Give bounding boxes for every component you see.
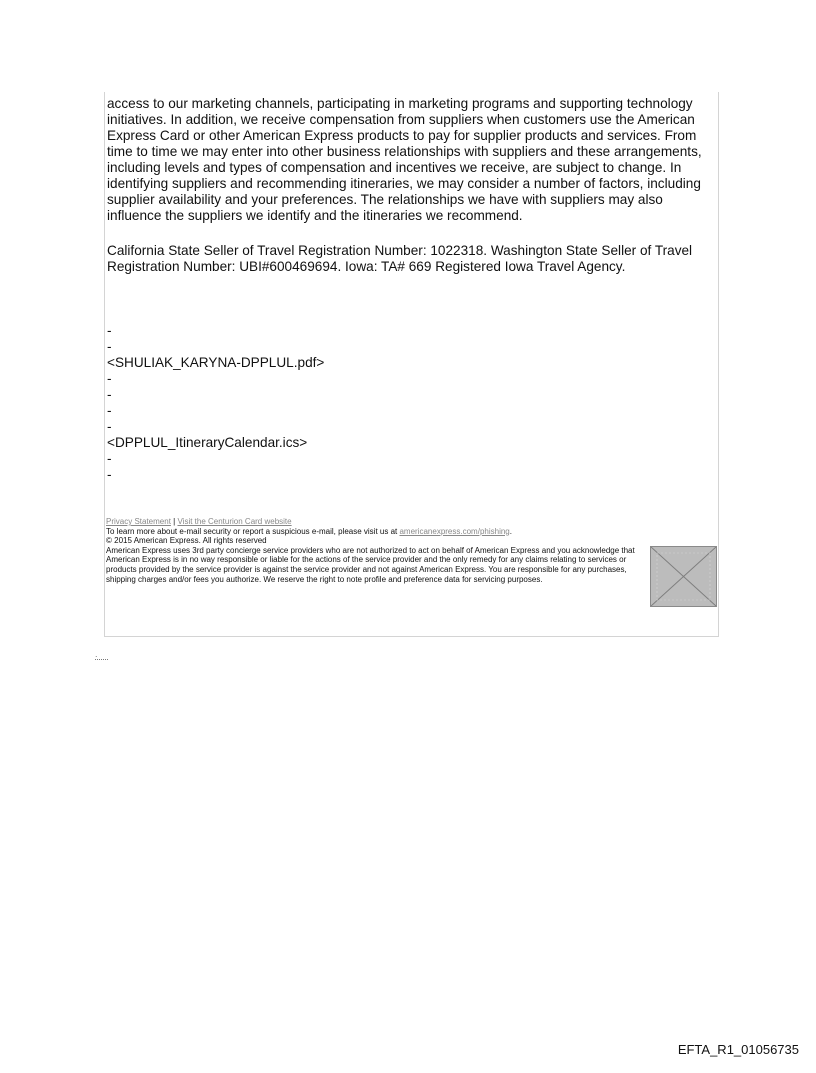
attachment-pdf-link[interactable]: <SHULIAK_KARYNA-DPPLUL.pdf>: [107, 355, 325, 370]
concierge-disclaimer: American Express uses 3rd party concierge service providers who are not authorized to act on behalf of American Express and you acknowledge that American Express is in no way responsible or liable for the actions of the service provider and the only remedy for any claims relating to services or products provided by the service provider is against the service provider and not against American Express. You are responsible for any purchases, shipping charges and/or fees you authorize. We reserve the right to note profile and preference data for servicing purposes.: [106, 545, 635, 584]
attachment-separator: -: [107, 467, 112, 482]
attachment-separator: -: [107, 451, 112, 466]
email-footer: [106, 517, 651, 584]
attachment-separator: -: [107, 323, 112, 338]
attachment-separator: -: [107, 403, 112, 418]
centurion-card-website-link[interactable]: Visit the Centurion Card website: [177, 517, 292, 526]
attachment-separator: -: [107, 339, 112, 354]
attachment-separator: -: [107, 419, 112, 434]
copyright-notice: © 2015 American Express. All rights reserved: [106, 536, 267, 546]
footer-links: [106, 517, 651, 527]
attachment-separator: -: [107, 387, 112, 402]
attachment-ics-link[interactable]: <DPPLUL_ItineraryCalendar.ics>: [107, 435, 308, 450]
attachment-separator: -: [107, 371, 112, 386]
bates-number: EFTA_R1_01056735: [677, 1042, 799, 1057]
security-notice-text: To learn more about e-mail security or report a suspicious e-mail, please visit us at: [106, 526, 398, 536]
supplier-relationship-paragraph: access to our marketing channels, participating in marketing programs and supporting technology initiatives. In addition, we receive compensation from suppliers when customers use the American Express Card or other American Express products to pay for supplier products and services. From time to time we may enter into other business relationships with suppliers and these arrangements, including levels and types of compensation and incentives we receive, are subject to change. In identifying suppliers and recommending itineraries, we may consider a number of factors, including supplier availability and your preferences. The relationships we have with suppliers may also influence the suppliers we identify and the itineraries we recommend.: [107, 96, 702, 223]
seller-of-travel-registration: California State Seller of Travel Registration Number: 1022318. Washington State Seller of Travel Registration Number: UBI#600469694. Iowa: TA# 669 Registered Iowa Travel Agency.: [107, 243, 693, 274]
broken-image-placeholder-icon: [650, 546, 717, 607]
security-notice-period: .: [509, 526, 512, 536]
stray-mark: .: [95, 649, 98, 659]
security-notice: [106, 527, 651, 537]
stray-dotted-line: [95, 659, 108, 660]
privacy-statement-link[interactable]: Privacy Statement: [106, 517, 171, 526]
footer-link-separator: |: [173, 517, 176, 526]
phishing-link[interactable]: americanexpress.com/phishing: [399, 526, 510, 536]
